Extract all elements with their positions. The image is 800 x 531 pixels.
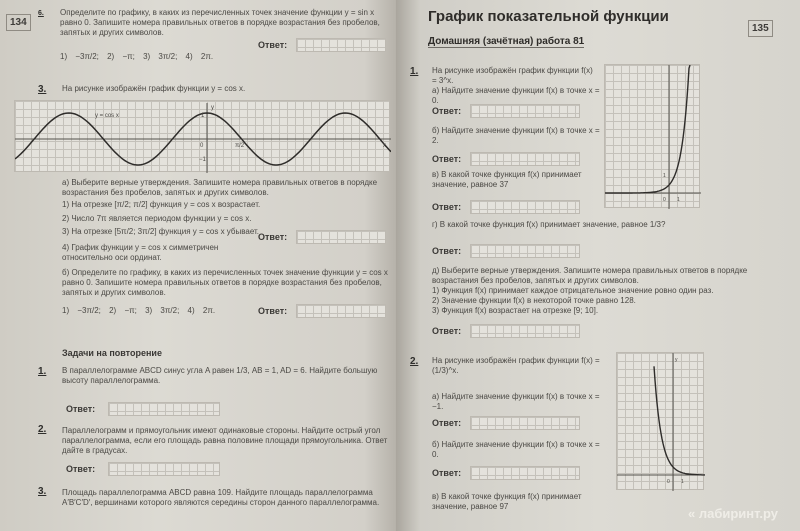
exp-curve bbox=[605, 65, 690, 193]
answer-label: Ответ: bbox=[258, 40, 288, 50]
answer-label: Ответ: bbox=[432, 154, 462, 164]
cos-graph bbox=[14, 100, 390, 172]
watermark-logo: « лабиринт.ру bbox=[688, 506, 778, 521]
answer-grid[interactable] bbox=[296, 38, 386, 52]
decay-curve bbox=[654, 366, 705, 475]
option: 3) 3π/2; bbox=[143, 52, 178, 61]
statement: 1) Функция f(x) принимает каждое отрицательное значение ровно один раз. bbox=[432, 286, 714, 295]
statement: 2) Значение функции f(x) в некоторой точке равно 128. bbox=[432, 296, 636, 305]
tick-label: 1 bbox=[201, 113, 205, 119]
answer-label: Ответ: bbox=[66, 464, 96, 474]
answer-label: Ответ: bbox=[66, 404, 96, 414]
option: 1) −3π/2; bbox=[60, 52, 99, 61]
question-a: а) Найдите значение функции f(x) в точке x = 0. bbox=[432, 86, 600, 105]
answer-grid[interactable] bbox=[470, 152, 580, 166]
tick-label: 0 bbox=[667, 479, 670, 485]
statement: 4) График функции y = cos x симметричен относительно оси ординат. bbox=[62, 243, 219, 262]
page-title: График показательной функции bbox=[428, 8, 669, 25]
question-b: б) Найдите значение функции f(x) в точке x = 2. bbox=[432, 126, 600, 145]
answer-grid[interactable] bbox=[470, 200, 580, 214]
task-text: На рисунке изображён график функции y = cos x. bbox=[62, 84, 246, 93]
part-b-text: б) Определите по графику, в каких из перечисленных точек значение функции y = cos x равно 0. Запишите номера правильных ответов в порядке возрастания без пробелов, запятых и других символов. bbox=[62, 268, 388, 297]
option: 3) 3π/2; bbox=[145, 306, 180, 315]
answer-grid[interactable] bbox=[470, 324, 580, 338]
task-number: 6. bbox=[38, 10, 44, 17]
answer-grid[interactable] bbox=[470, 104, 580, 118]
answer-label: Ответ: bbox=[432, 468, 462, 478]
option: 1) −3π/2; bbox=[62, 306, 101, 315]
task-text: Площадь параллелограмма ABCD равна 109. Найдите площадь параллелограмма A′B′C′D′, вершинами которого являются середины сторон данного параллелограмма. bbox=[62, 488, 380, 507]
question-v: в) В какой точке функция f(x) принимает значение, равное 97 bbox=[432, 492, 582, 511]
page-number: 134 bbox=[6, 14, 31, 31]
tick-label: y bbox=[675, 357, 678, 363]
option: 4) 2π. bbox=[187, 306, 216, 315]
answer-grid[interactable] bbox=[470, 466, 580, 480]
question-a: а) Найдите значение функции f(x) в точке x = −1. bbox=[432, 392, 600, 411]
task-number: 1. bbox=[38, 366, 47, 377]
right-page bbox=[396, 0, 800, 531]
tick-label: y bbox=[211, 105, 214, 111]
option: 2) −π; bbox=[107, 52, 135, 61]
tick-label: 1 bbox=[677, 197, 680, 203]
options-line bbox=[62, 306, 262, 316]
task-text: В параллелограмме ABCD синус угла A равен 1/3, AB = 1, AD = 6. Найдите большую высоту параллелограмма. bbox=[62, 366, 378, 385]
answer-label: Ответ: bbox=[432, 202, 462, 212]
work-subtitle: Домашняя (зачётная) работа 81 bbox=[428, 36, 585, 47]
tick-label: π/2 bbox=[235, 143, 245, 149]
answer-label: Ответ: bbox=[258, 306, 288, 316]
task-text: Определите по графику, в каких из перечисленных точек значение функции y = sin x равно 0. Запишите номера правильных ответов в порядке возрастания без пробелов, запятых и других символов. bbox=[60, 8, 380, 37]
tick-label: −1 bbox=[199, 157, 206, 163]
tick-label: 0 bbox=[663, 197, 666, 203]
task-number: 3. bbox=[38, 84, 47, 95]
task-number: 3. bbox=[38, 486, 47, 497]
option: 2) −π; bbox=[109, 306, 137, 315]
task-number: 1. bbox=[410, 66, 419, 77]
statements-intro: а) Выберите верные утверждения. Запишите номера правильных ответов в порядке возрастания без пробелов, запятых и других символов. bbox=[62, 178, 378, 197]
task-text: На рисунке изображён график функции f(x) = 3^x. bbox=[432, 66, 593, 85]
page-number: 135 bbox=[748, 20, 773, 37]
answer-label: Ответ: bbox=[432, 246, 462, 256]
answer-grid[interactable] bbox=[296, 304, 386, 318]
task-number: 2. bbox=[410, 356, 419, 367]
question-d-intro: д) Выберите верные утверждения. Запишите номера правильных ответов в порядке возрастания без пробелов, запятых и других символов. bbox=[432, 266, 748, 285]
decay-graph-svg bbox=[617, 353, 705, 491]
question-b: б) Найдите значение функции f(x) в точке x = 0. bbox=[432, 440, 600, 459]
exp-graph-svg bbox=[605, 65, 701, 209]
statement: 3) Функция f(x) возрастает на отрезке [9; 10]. bbox=[432, 306, 599, 315]
graph-label: y = cos x bbox=[95, 113, 119, 119]
statement: 1) На отрезке [π/2; π/2] функция y = cos x возрастает. bbox=[62, 200, 261, 209]
task-text: Параллелограмм и прямоугольник имеют одинаковые стороны. Найдите острый угол параллелограмма, если его площадь равна половине площади прямоугольника. Ответ дайте в градусах. bbox=[62, 426, 388, 455]
answer-label: Ответ: bbox=[432, 106, 462, 116]
decay-graph bbox=[616, 352, 704, 490]
question-g: г) В какой точке функция f(x) принимает значение, равное 1/3? bbox=[432, 220, 666, 229]
answer-label: Ответ: bbox=[258, 232, 288, 242]
cos-graph-svg bbox=[15, 101, 391, 173]
answer-grid[interactable] bbox=[108, 402, 220, 416]
answer-grid[interactable] bbox=[470, 244, 580, 258]
answer-grid[interactable] bbox=[296, 230, 386, 244]
task-number: 2. bbox=[38, 424, 47, 435]
option: 4) 2π. bbox=[185, 52, 214, 61]
left-page bbox=[0, 0, 396, 531]
statement: 2) Число 7π является периодом функции y = cos x. bbox=[62, 214, 252, 223]
tick-label: x bbox=[383, 143, 386, 149]
tick-label: 1 bbox=[663, 173, 666, 179]
question-v: в) В какой точке функция f(x) принимает значение, равное 37 bbox=[432, 170, 582, 189]
answer-label: Ответ: bbox=[432, 326, 462, 336]
statement: 3) На отрезке [5π/2; 3π/2] функция y = cos x убывает. bbox=[62, 227, 260, 236]
task-text: На рисунке изображён график функции f(x) = (1/3)^x. bbox=[432, 356, 600, 375]
tick-label: 0 bbox=[200, 143, 204, 149]
section-heading: Задачи на повторение bbox=[62, 348, 162, 358]
exp-graph bbox=[604, 64, 700, 208]
tick-label: 1 bbox=[681, 479, 684, 485]
answer-grid[interactable] bbox=[108, 462, 220, 476]
options-line bbox=[60, 52, 260, 62]
answer-grid[interactable] bbox=[470, 416, 580, 430]
answer-label: Ответ: bbox=[432, 418, 462, 428]
